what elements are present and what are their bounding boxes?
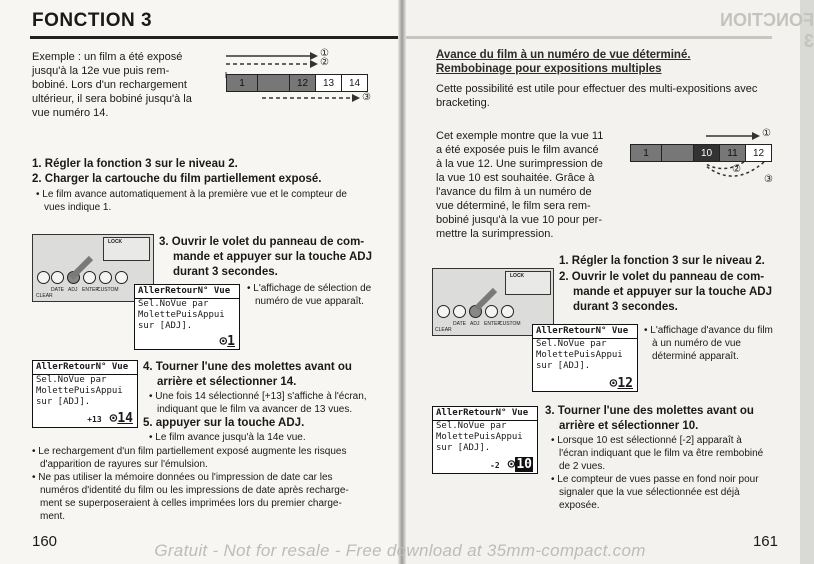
- section-heading: Avance du film à un numéro de vue déterminé.: [436, 49, 691, 61]
- custom-label: CUSTOM: [97, 287, 119, 293]
- left-page: [0, 0, 402, 564]
- page-number: 161: [752, 533, 778, 550]
- step-1: 1. Régler la fonction 3 sur le niveau 2.: [32, 158, 238, 170]
- marker-3: ③: [362, 92, 371, 103]
- title-rule: [402, 36, 772, 39]
- enter-label: ENTER: [484, 321, 501, 327]
- step-4: 4. Tourner l'une des molettes avant ou arrière et sélectionner 14.: [143, 361, 352, 388]
- film-frame: 13: [316, 74, 342, 92]
- film-strip-diagram: [624, 128, 794, 190]
- marker-1: ①: [320, 48, 329, 59]
- film-frames: [630, 144, 772, 162]
- lcd-screen: AllerRetourN° Vue Sel.NoVue par MolettePuisAppui sur [ADJ]. -2 ⊙10: [432, 406, 538, 474]
- film-strip-diagram: [222, 48, 382, 110]
- camera-button: [37, 271, 50, 284]
- step-3-note: • Lorsque 10 est sélectionné [-2] apparaît à l'écran indiquant que le film va être rembobiné de 2 vues. • Le compteur de vues passe en fond noir pour signaler que la vue sélectionnée est déjà exposée.: [551, 435, 764, 511]
- camera-button: [83, 271, 96, 284]
- marker-2: ②: [732, 164, 741, 175]
- example-text: Cet exemple montre que la vue 11 a été exposée puis le film avancé à la vue 12. Une surimpression de la vue 10 est souhaitée. Grâce à l'avance du film à un numéro de vue déterminé, le film sera rem- bobiné jusqu'à la vue 10 pour per- mettre la surimpression.: [436, 130, 604, 240]
- marker-2: ②: [320, 57, 329, 68]
- film-frame: 1: [226, 74, 258, 92]
- camera-button: [51, 271, 64, 284]
- clear-label: CLEAR: [435, 327, 452, 333]
- intro-text: Cette possibilité est utile pour effectuer des multi-expositions avec bracketing.: [436, 83, 758, 109]
- film-frame: 11: [720, 144, 746, 162]
- film-frame: [662, 144, 694, 162]
- step-2-note: • Le film avance automatiquement à la première vue et le compteur de vues indique 1.: [36, 189, 347, 213]
- lock-label: LOCK: [108, 239, 123, 245]
- camera-button: [115, 271, 128, 284]
- marker-1: ①: [762, 128, 771, 139]
- section-heading: Rembobinage pour expositions multiples: [436, 63, 662, 75]
- notes: • Le rechargement d'un film partiellement exposé augmente les risques d'apparition de rayures sur l'émulsion. • Ne pas utiliser la mémoire données ou l'impression de date car les numéros d'identité du film ou les impressions de date après recharge- ment se superposeraient à celles imprimées lors du premier charge- ment.: [32, 446, 349, 522]
- camera-button: [485, 305, 498, 318]
- lcd-title: AllerRetourN° Vue: [433, 407, 537, 421]
- bleed-through-title: FONCTION 3: [720, 10, 814, 51]
- lcd-screen: AllerRetourN° Vue Sel.NoVue par MolettePuisAppui sur [ADJ]. ⊙12: [532, 324, 638, 392]
- step-2-note: • L'affichage d'avance du film à un numéro de vue déterminé apparaît.: [644, 325, 773, 362]
- lcd-frame-number: ⊙12: [609, 376, 633, 391]
- right-page: [402, 0, 814, 564]
- step-3: 3. Tourner l'une des molettes avant ou arrière et sélectionner 10.: [545, 405, 754, 432]
- film-frame: 12: [290, 74, 316, 92]
- film-frame: 12: [746, 144, 772, 162]
- camera-button: [453, 305, 466, 318]
- page-title: FONCTION 3: [32, 10, 153, 31]
- film-frame: [258, 74, 290, 92]
- custom-label: CUSTOM: [499, 321, 521, 327]
- film-frames: [226, 74, 368, 92]
- camera-button: [437, 305, 450, 318]
- lcd-title: AllerRetourN° Vue: [33, 361, 137, 375]
- clear-label: CLEAR: [36, 293, 53, 299]
- adj-label: ADJ: [470, 321, 480, 327]
- example-text: Exemple : un film a été exposé jusqu'à la 12e vue puis rem- bobiné. Lors d'un rechargement ultérieur, il sera bobiné jusqu'à la vue numéro 14.: [32, 51, 192, 119]
- book-spine: [398, 0, 406, 564]
- step-4-note: • Une fois 14 sélectionné [+13] s'affiche à l'écran, indiquant que le film va avancer de 13 vues.: [149, 391, 367, 415]
- lcd-screen: AllerRetourN° Vue Sel.NoVue par MolettePuisAppui sur [ADJ]. +13 ⊙14: [32, 360, 138, 428]
- lcd-frame-number: ⊙1: [219, 334, 235, 349]
- step-3: 3. Ouvrir le volet du panneau de com- mande et appuyer sur la touche ADJ durant 3 secondes.: [159, 236, 372, 278]
- step-2: 2. Charger la cartouche du film partiellement exposé.: [32, 173, 322, 185]
- adj-label: ADJ: [68, 287, 78, 293]
- title-rule: [30, 36, 398, 39]
- page-number: 160: [32, 533, 58, 550]
- lcd-screen: AllerRetourN° Vue Sel.NoVue par MolettePuisAppui sur [ADJ]. ⊙1: [134, 284, 240, 350]
- date-label: DATE: [453, 321, 466, 327]
- film-frame: 10: [694, 144, 720, 162]
- lock-label: LOCK: [510, 273, 525, 279]
- enter-label: ENTER: [82, 287, 99, 293]
- watermark: Gratuit - Not for resale - Free download at 35mm-compact.com: [154, 541, 646, 560]
- step-5-note: • Le film avance jusqu'à la 14e vue.: [149, 432, 306, 443]
- film-frame: 1: [630, 144, 662, 162]
- step-2: 2. Ouvrir le volet du panneau de com- mande et appuyer sur la touche ADJ durant 3 secondes.: [559, 271, 772, 313]
- lcd-title: AllerRetourN° Vue: [135, 285, 239, 299]
- step-5: 5. appuyer sur la touche ADJ.: [143, 417, 305, 429]
- film-frame: 14: [342, 74, 368, 92]
- step-3-note: • L'affichage de sélection de numéro de vue apparaît.: [247, 283, 372, 307]
- marker-3: ③: [764, 174, 773, 185]
- lcd-title: AllerRetourN° Vue: [533, 325, 637, 339]
- step-1: 1. Régler la fonction 3 sur le niveau 2.: [559, 255, 765, 267]
- lcd-frame-number: +13 ⊙14: [87, 411, 133, 426]
- lcd-frame-number: -2 ⊙10: [490, 457, 532, 472]
- camera-button: [99, 271, 112, 284]
- date-label: DATE: [51, 287, 64, 293]
- camera-button: [501, 305, 514, 318]
